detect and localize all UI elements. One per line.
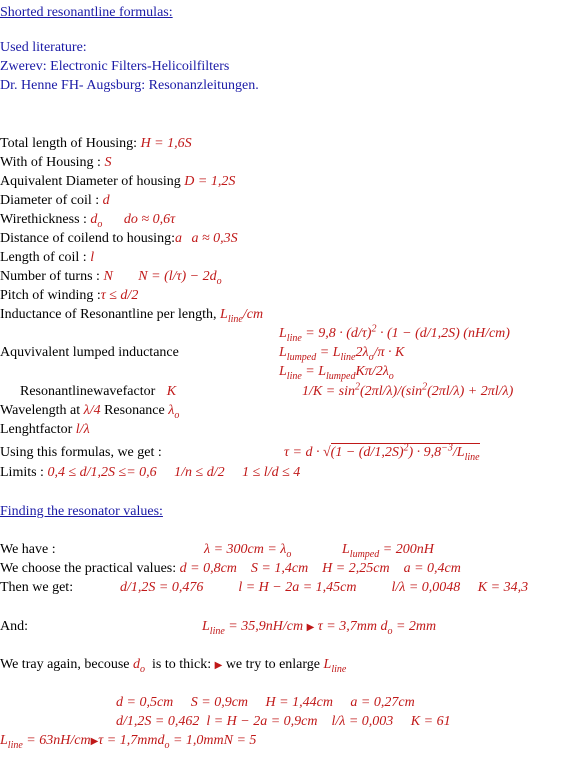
again-text-c: we try to enlarge [225, 657, 321, 672]
wavelength-symbol: $\lambda_o$ [168, 403, 180, 421]
distance-formula: a ≈ 0,3S [191, 231, 238, 246]
lumped-formula: $L_{lumped} = L_{line}2\lambda_o/\pi \cdot K$ [279, 345, 405, 363]
and-label: And: [0, 619, 28, 634]
lumped-label: Aquvivalent lumped inductance [0, 345, 179, 360]
limits-formula: 0,4 ≤ d/1,2S ≤= 0,6 1/n ≤ d/2 1 ≤ l/d ≤ 4 [47, 465, 301, 480]
distance-line [0, 231, 238, 247]
total-length-line [0, 136, 192, 152]
right-triangle-icon: ▶ [214, 660, 223, 671]
using-label: Using this formulas, we get : [0, 445, 162, 460]
distance-label: Distance of coilend to housing: [0, 231, 175, 246]
coil-diam-line [0, 193, 110, 209]
equiv-diam-line [0, 174, 235, 190]
wire-symbol: $d_o$ [90, 212, 103, 230]
right-triangle-icon: ▶ [90, 736, 99, 747]
turns-symbol: N [103, 269, 113, 284]
again-symbol-2: $L_{line}$ [323, 657, 347, 675]
using-formula: $\tau = d \cdot √(1 - (d/1,2S)^2) \cdot 9,8^{-3}/L_{line}$ [284, 442, 480, 463]
wire-line [0, 212, 175, 228]
turns-formula: $N = (l/\tau) - 2d_o$ [138, 269, 222, 287]
practical-line [0, 561, 461, 577]
practical-formula: d = 0,8cm S = 1,4cm H = 2,25cm a = 0,4cm [179, 561, 461, 576]
again-symbol: $d_o$ [132, 657, 145, 675]
wavefactor-symbol: K [166, 384, 177, 399]
pitch-line [0, 288, 138, 304]
again-values-2: d/1,2S = 0,462 l = H − 2a = 0,9cm l/λ = 0,003 K = 61 [116, 714, 451, 729]
limits-label: Limits : [0, 465, 44, 480]
turns-label: Number of turns : [0, 269, 100, 284]
literature-ref-2: Dr. Henne FH- Augsburg: Resonanzleitungen. [0, 78, 259, 93]
wire-formula: do ≈ 0,6τ [123, 212, 176, 227]
total-length-label: Total length of Housing: [0, 136, 138, 151]
distance-symbol: a [174, 231, 182, 246]
literature-ref-1: Zwerev: Electronic Filters-Helicoilfilters [0, 59, 230, 74]
length-label: Length of coil : [0, 250, 87, 265]
finding-heading: Finding the resonator values: [0, 504, 163, 519]
pitch-label: Pitch of winding : [0, 288, 101, 303]
coil-diam-formula: d [102, 193, 110, 208]
again-values-1: d = 0,5cm S = 0,9cm H = 1,44cm a = 0,27cm [116, 695, 415, 710]
have-formula-2: $L_{lumped} = 200nH$ [342, 542, 434, 560]
pitch-formula: τ ≤ d/2 [100, 288, 139, 303]
equiv-diam-label: Aquivalent Diameter of housing [0, 174, 181, 189]
turns-line [0, 269, 222, 285]
wavefactor-label: Resonantlinewavefactor [20, 384, 156, 399]
then-label: Then we get: [0, 580, 74, 595]
have-label: We have : [0, 542, 56, 557]
and-formula: $L_{line} = 35,9nH/cm$ ▶ τ = 3,7mm $d_o = 2mm$ [202, 619, 437, 637]
equiv-diam-formula: D = 1,2S [184, 174, 236, 189]
width-line [0, 155, 111, 171]
inductance-line [0, 307, 263, 323]
wavefactor-line [20, 384, 176, 400]
title-heading: Shorted resonantline formulas: [0, 5, 173, 20]
lengthfactor-symbol: l/λ [75, 422, 90, 437]
literature-title: Used literature: [0, 40, 87, 55]
again-line [0, 657, 346, 674]
wire-label: Wirethickness : [0, 212, 87, 227]
have-formula-1: $\lambda = 300cm = \lambda_o$ [204, 542, 292, 560]
limits-line [0, 465, 300, 481]
lengthfactor-label: Lenghtfactor [0, 422, 73, 437]
again-text-b: is to thick: [151, 657, 212, 672]
inductance-label: Inductance of Resonantline per length, [0, 307, 217, 322]
right-triangle-icon: ▶ [306, 622, 315, 633]
total-length-formula: H = 1,6S [140, 136, 192, 151]
wavelength-mid: λ/4 [83, 403, 101, 418]
result-line: $L_{line}$ = 63nH/cm▶τ = 1,7mmd$_o$ = 1,0mmN = 5 [0, 733, 257, 751]
lline2-formula: $L_{line} = L_{lumped}K\pi/2\lambda_o$ [279, 364, 394, 382]
coil-diam-label: Diameter of coil : [0, 193, 100, 208]
length-formula: l [90, 250, 95, 265]
width-label: With of Housing : [0, 155, 101, 170]
width-formula: S [104, 155, 112, 170]
then-formula: d/1,2S = 0,476 l = H − 2a = 1,45cm l/λ = 0,0048 K = 34,3 [120, 580, 529, 595]
inductance-symbol: $L_{line}/cm$ [220, 307, 264, 325]
wavefactor-formula: $1/K = \sin^2(2\pi l/\lambda)/(\sin^2(2\pi l/\lambda) + 2\pi l/\lambda)$ [302, 381, 514, 399]
wavelength-label: Wavelength at [0, 403, 81, 418]
lline-formula: $L_{line} = 9,8 \cdot (d/\tau)^2 \cdot (1 - (d/1,2S)$ (nH/cm) [279, 323, 510, 344]
wavelength-tail: Resonance [104, 403, 165, 418]
again-text-a: We tray again, becouse [0, 657, 130, 672]
practical-label: We choose the practical values: [0, 561, 177, 576]
wavelength-line [0, 403, 179, 419]
length-line [0, 250, 94, 266]
lengthfactor-line [0, 422, 90, 438]
